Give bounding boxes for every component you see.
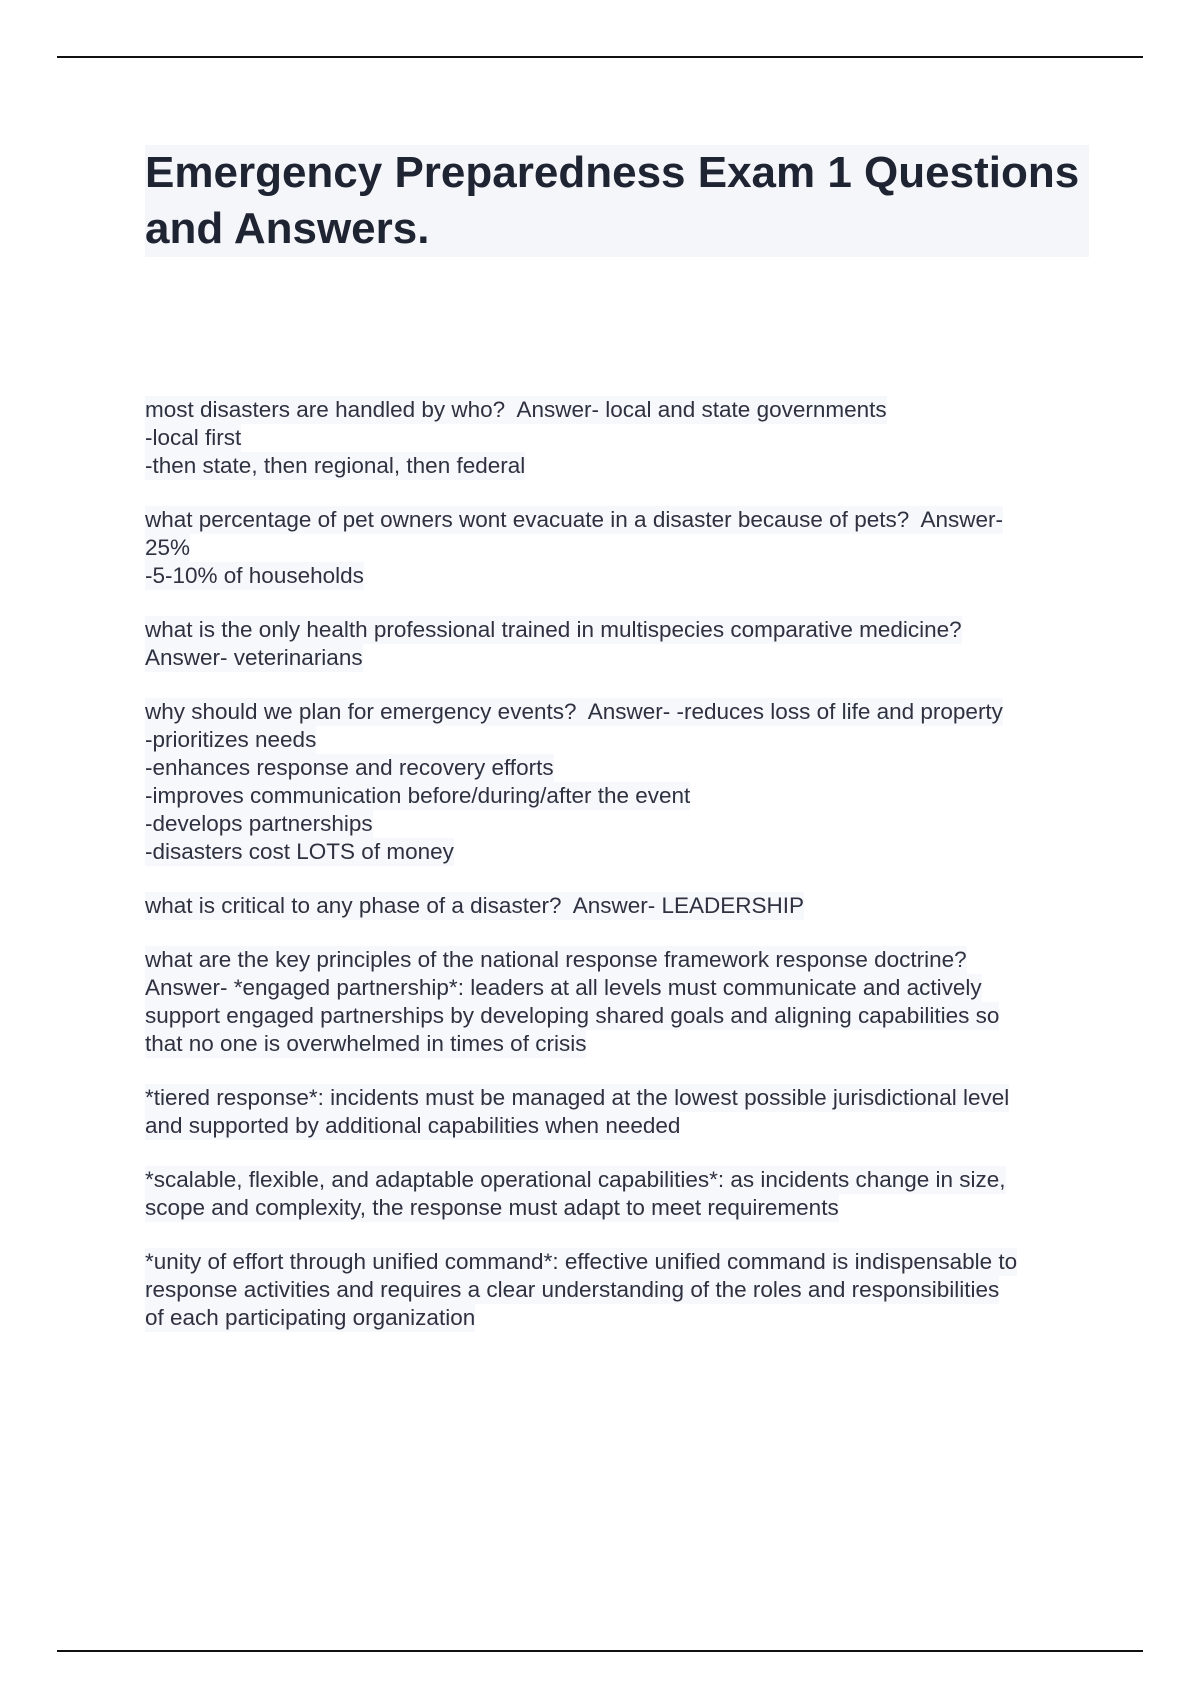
qa-line: -enhances response and recovery efforts [145, 755, 554, 780]
qa-line: -local first [145, 425, 242, 450]
qa-item [145, 1084, 1089, 1140]
qa-line: and supported by additional capabilities when needed [145, 1113, 681, 1138]
qa-line: -prioritizes needs [145, 727, 317, 752]
qa-line: *unity of effort through unified command*: effective unified command is indispensable to [145, 1249, 1018, 1274]
qa-line: what is critical to any phase of a disaster? Answer- LEADERSHIP [145, 893, 805, 918]
qa-line: support engaged partnerships by developing shared goals and aligning capabilities so [145, 1003, 1000, 1028]
qa-line: *tiered response*: incidents must be managed at the lowest possible jurisdictional level [145, 1085, 1010, 1110]
qa-line: -5-10% of households [145, 563, 364, 588]
qa-line: of each participating organization [145, 1305, 476, 1330]
qa-line: that no one is overwhelmed in times of crisis [145, 1031, 587, 1056]
qa-item [145, 698, 1089, 866]
document-title: Emergency Preparedness Exam 1 Questions and Answers. [145, 148, 1080, 253]
qa-item [145, 616, 1089, 672]
qa-line: -improves communication before/during/after the event [145, 783, 691, 808]
qa-item [145, 946, 1089, 1058]
qa-line: what is the only health professional trained in multispecies comparative medicine? [145, 617, 962, 642]
qa-item [145, 892, 1089, 920]
qa-line: most disasters are handled by who? Answer- local and state governments [145, 397, 887, 422]
qa-line: Answer- veterinarians [145, 645, 363, 670]
qa-line: response activities and requires a clear understanding of the roles and responsibilities [145, 1277, 1000, 1302]
qa-item [145, 1166, 1089, 1222]
qa-item [145, 506, 1089, 590]
qa-item [145, 1248, 1089, 1332]
qa-line: -then state, then regional, then federal [145, 453, 526, 478]
qa-line: why should we plan for emergency events? Answer- -reduces loss of life and property [145, 699, 1003, 724]
qa-list [145, 396, 1089, 1358]
footer-rule [57, 1650, 1143, 1652]
qa-line: -develops partnerships [145, 811, 373, 836]
title-block [145, 145, 1089, 257]
qa-line: Answer- *engaged partnership*: leaders at all levels must communicate and actively [145, 975, 982, 1000]
qa-line: *scalable, flexible, and adaptable operational capabilities*: as incidents change in size, [145, 1167, 1006, 1192]
qa-line: -disasters cost LOTS of money [145, 839, 454, 864]
qa-line: scope and complexity, the response must adapt to meet requirements [145, 1195, 839, 1220]
qa-item [145, 396, 1089, 480]
qa-line: what are the key principles of the national response framework response doctrine? [145, 947, 967, 972]
header-rule [57, 56, 1143, 58]
qa-line: what percentage of pet owners wont evacuate in a disaster because of pets? Answer- [145, 507, 1004, 532]
qa-line: 25% [145, 535, 191, 560]
